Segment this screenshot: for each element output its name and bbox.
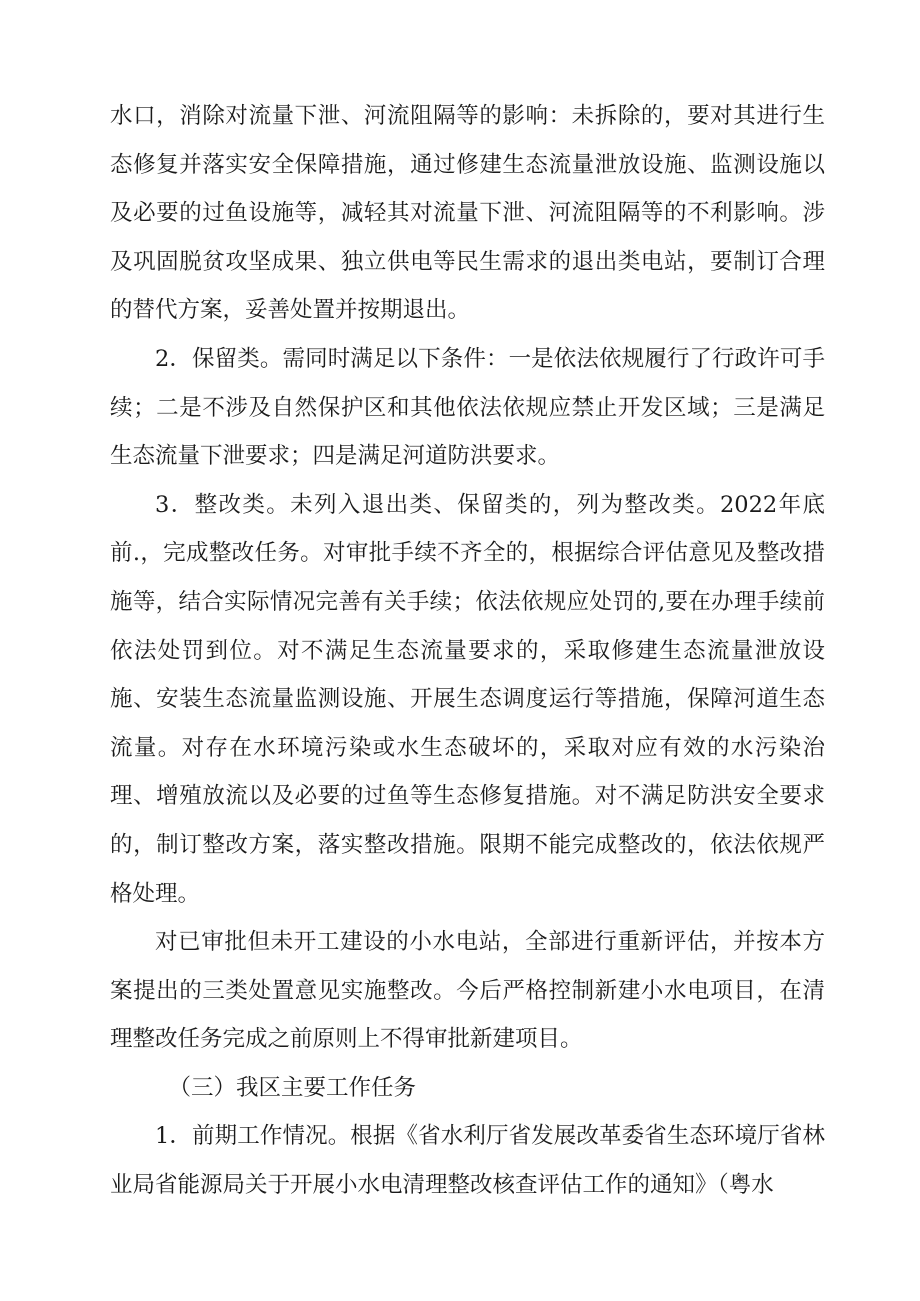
- section-heading-main-tasks: （三）我区主要工作任务: [168, 1074, 417, 1101]
- paragraph-preliminary-work: 1．前期工作情况。根据《省水利厅省发展改革委省生态环境厅省林业局省能源局关于开展小水电清理整改核查评估工作的通知》（粤水: [110, 1123, 825, 1199]
- document-body: [110, 92, 825, 1210]
- paragraph-approved-not-built: 对已审批但未开工建设的小水电站，全部进行重新评估，并按本方案提出的三类处置意见实施整改。今后严格控制新建小水电项目，在清理整改任务完成之前原则上不得审批新建项目。: [110, 929, 825, 1053]
- paragraph-retain-category: 2．保留类。需同时满足以下条件：一是依法依规履行了行政许可手续；二是不涉及自然保护区和其他依法依规应禁止开发区域；三是满足生态流量下泄要求；四是满足河道防洪要求。: [110, 345, 825, 470]
- paragraph-rectify-category: 3．整改类。未列入退出类、保留类的，列为整改类。2022年底前.，完成整改任务。对审批手续不齐全的，根据综合评估意见及整改措施等，结合实际情况完善有关手续；依法依规应处罚的,要在办理手续前依法处罚到位。对不满足生态流量要求的，采取修建生态流量泄放设施、安装生态流量监测设施、开展生态调度运行等措施，保障河道生态流量。对存在水环境污染或水生态破坏的，采取对应有效的水污染治理、增殖放流以及必要的过鱼等生态修复措施。对不满足防洪安全要求的，制订整改方案，落实整改措施。限期不能完成整改的，依法依规严格处理。: [110, 491, 825, 907]
- paragraph-exit-category-continued: 水口，消除对流量下泄、河流阻隔等的影响：未拆除的，要对其进行生态修复并落实安全保障措施，通过修建生态流量泄放设施、监测设施以及必要的过鱼设施等，减轻其对流量下泄、河流阻隔等的不利影响。涉及巩固脱贫攻坚成果、独立供电等民生需求的退出类电站，要制订合理的替代方案，妥善处置并按期退出。: [110, 103, 825, 324]
